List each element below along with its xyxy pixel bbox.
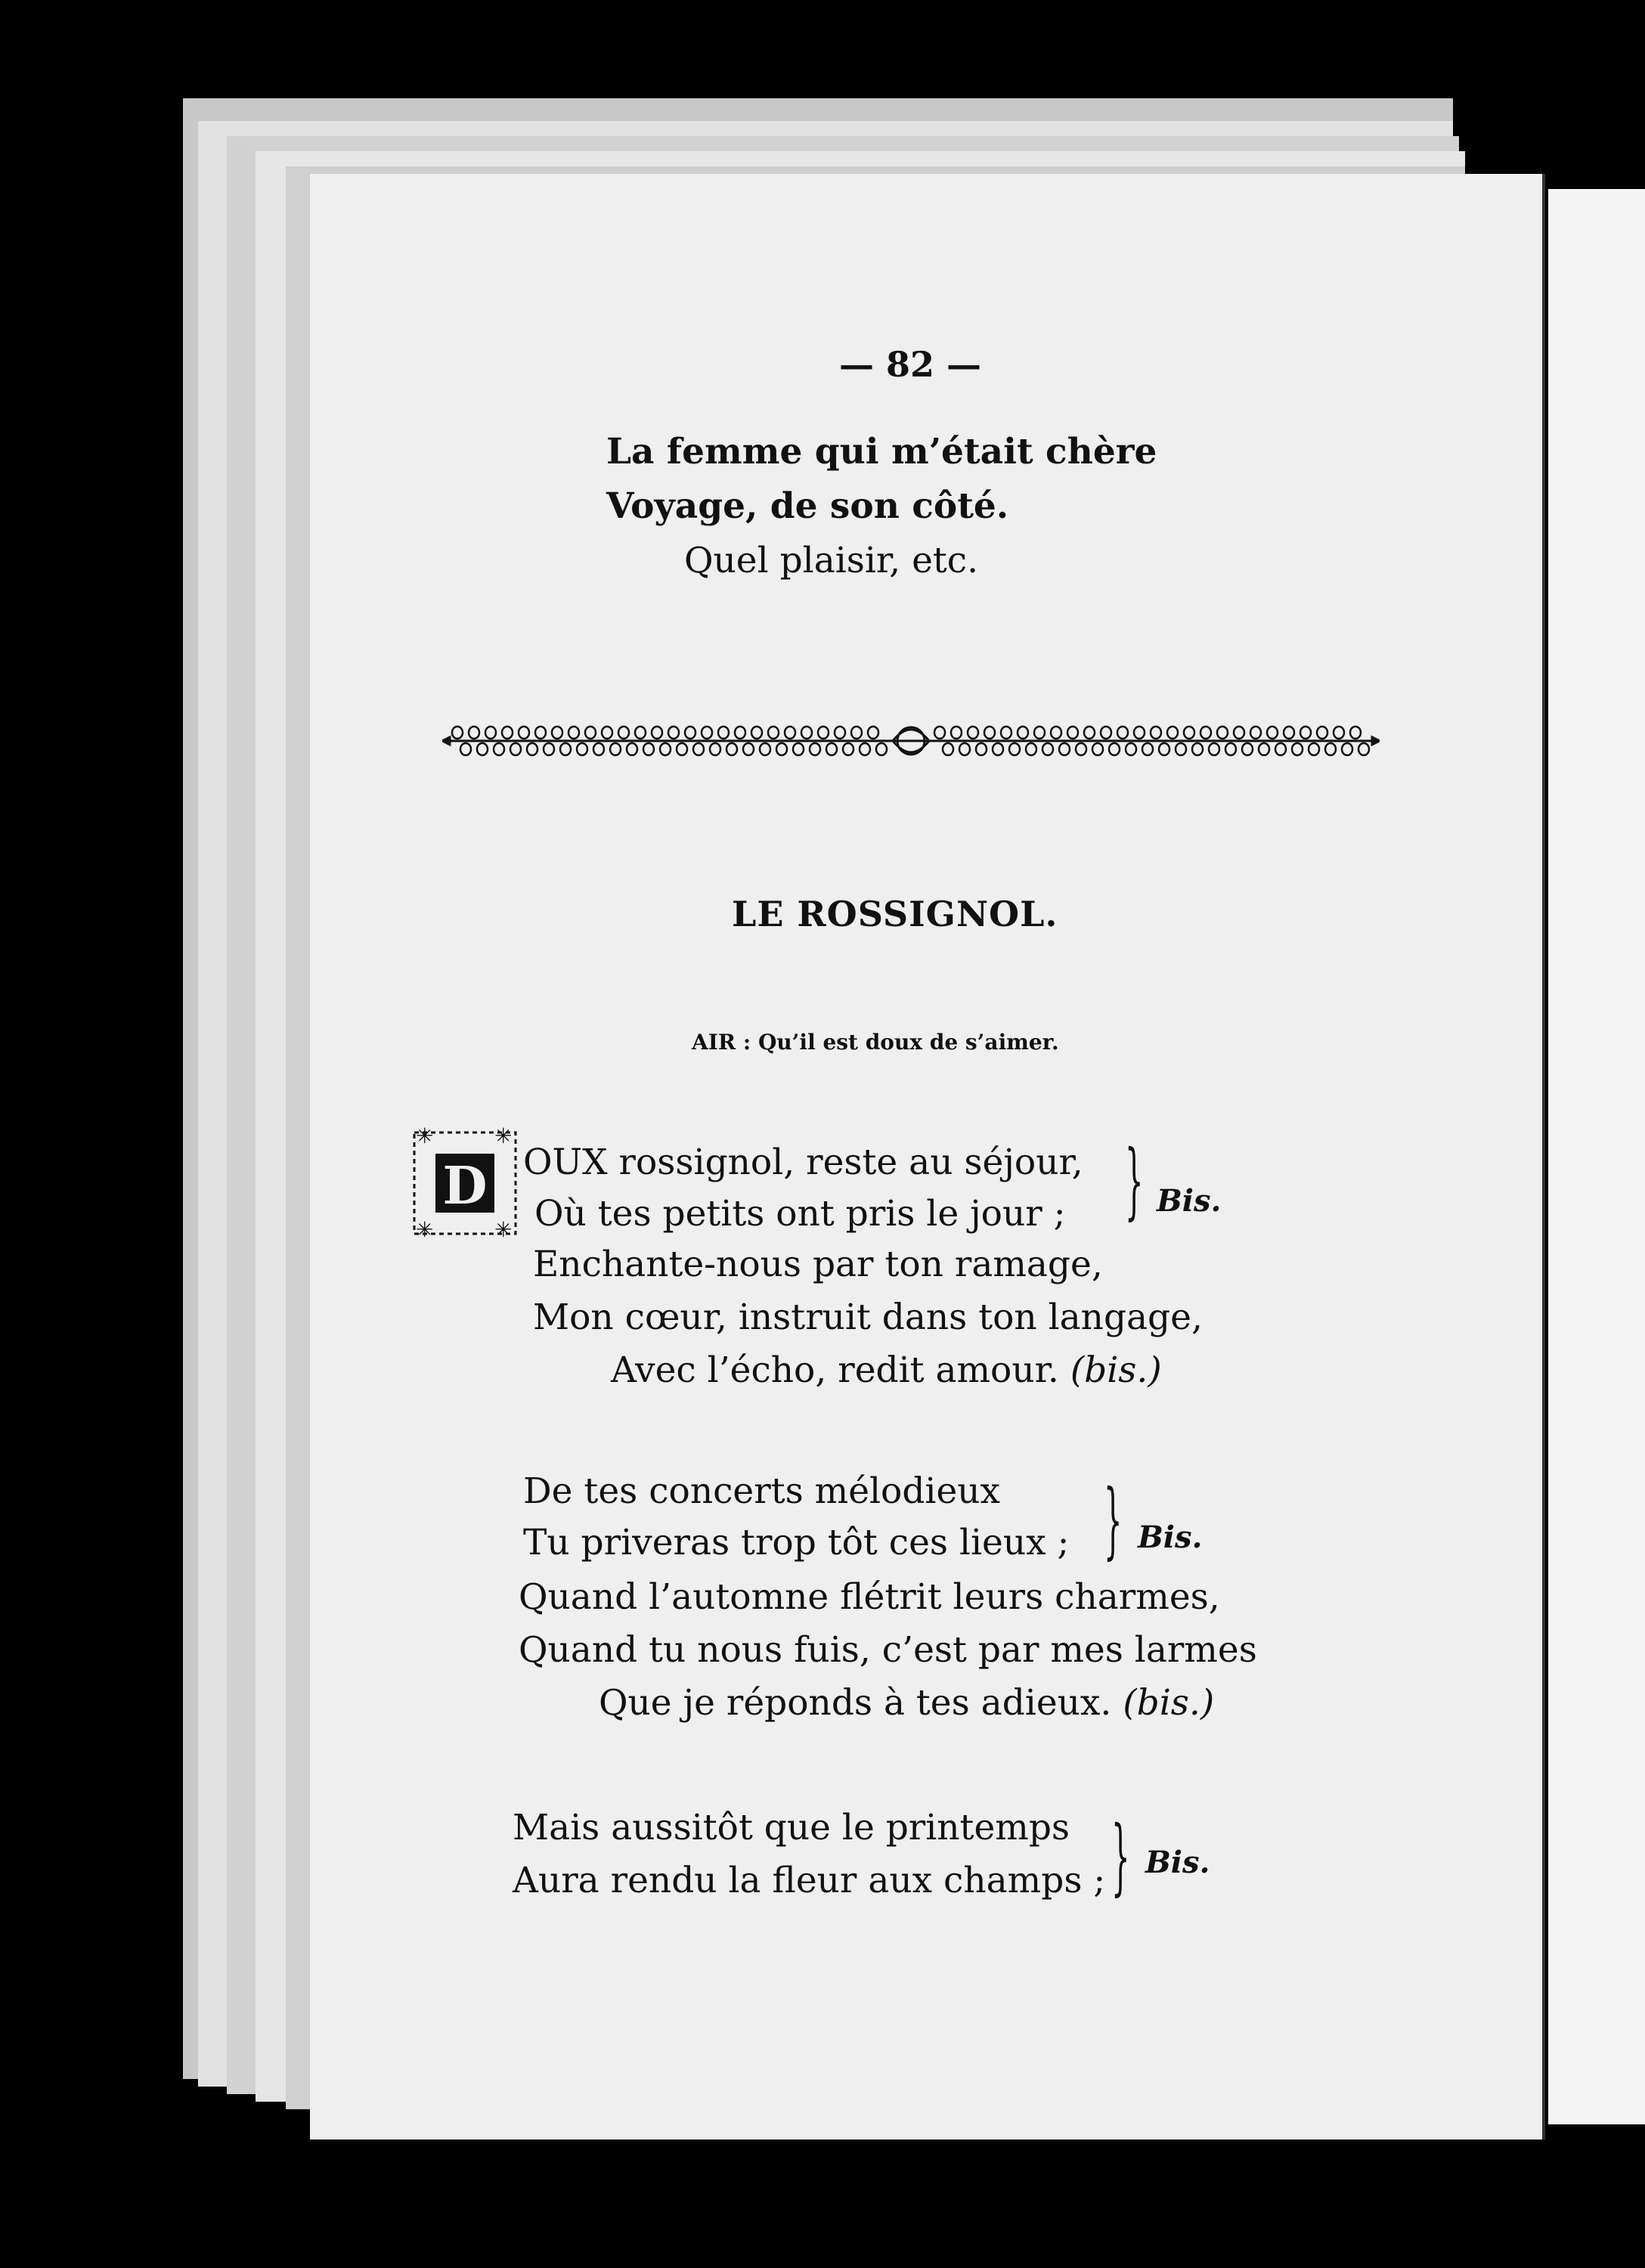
divider-loop [984, 727, 995, 739]
divider-loop [1242, 743, 1253, 755]
divider-loop [519, 727, 529, 739]
divider-loop [1092, 743, 1103, 755]
verse-line-text: Que je réponds à tes adieux. [599, 1682, 1112, 1724]
divider-loop [868, 727, 878, 739]
divider-loop [1217, 727, 1228, 739]
divider-loop [1317, 727, 1327, 739]
divider-loop [535, 727, 546, 739]
divider-loop [693, 743, 704, 755]
repeat-marker: Bis. [1145, 1845, 1210, 1880]
svg-text:✳: ✳ [494, 1217, 513, 1240]
divider-loop [1142, 743, 1153, 755]
divider-loop [1042, 743, 1053, 755]
repeat-marker: Bis. [1157, 1183, 1222, 1219]
divider-loop [1334, 727, 1344, 739]
divider-loop [951, 727, 962, 739]
divider-loop [1126, 743, 1136, 755]
divider-loop [793, 743, 804, 755]
divider-loop [485, 727, 496, 739]
page-number: — 82 — [839, 344, 982, 385]
divider-loop [1300, 727, 1311, 739]
divider-loop [934, 727, 945, 739]
divider-loop [1018, 727, 1028, 739]
ornamental-divider [442, 714, 1380, 767]
divider-loop [1325, 743, 1336, 755]
divider-loop [1167, 727, 1178, 739]
verse-line: La femme qui m’était chère [606, 431, 1157, 472]
divider-loop [776, 743, 787, 755]
divider-loop [627, 743, 637, 755]
divider-loop [660, 743, 671, 755]
divider-loop [685, 727, 695, 739]
divider-loop [510, 743, 521, 755]
divider-loop [1176, 743, 1186, 755]
divider-loop [1101, 727, 1111, 739]
divider-loop [494, 743, 504, 755]
divider-loop [635, 727, 646, 739]
divider-loop [602, 727, 612, 739]
divider-loop [1026, 743, 1036, 755]
divider-loop [943, 743, 953, 755]
verse-line: Tu priveras trop tôt ces lieux ; [523, 1522, 1070, 1563]
divider-loop [993, 743, 1003, 755]
divider-loop [1267, 727, 1278, 739]
svg-text:✳: ✳ [416, 1217, 434, 1240]
divider-loop [751, 727, 762, 739]
divider-loop [452, 727, 463, 739]
divider-loop [801, 727, 812, 739]
svg-text:✳: ✳ [416, 1126, 434, 1148]
divider-loop [826, 743, 837, 755]
divider-loop [768, 727, 779, 739]
divider-loop [577, 743, 587, 755]
divider-loop [1109, 743, 1120, 755]
divider-loop [1200, 727, 1211, 739]
divider-loop [1034, 727, 1045, 739]
divider-loop [1134, 727, 1145, 739]
divider-loop [593, 743, 604, 755]
divider-loop [718, 727, 729, 739]
divider-loop [760, 743, 770, 755]
divider-loop [502, 727, 513, 739]
divider-loop [618, 727, 629, 739]
divider-loop [560, 743, 571, 755]
divider-loop [1051, 727, 1061, 739]
verse-line: Mon cœur, instruit dans ton langage, [533, 1297, 1203, 1338]
divider-loop [959, 743, 970, 755]
divider-loop [835, 727, 845, 739]
divider-loop [477, 743, 488, 755]
divider-loop [568, 727, 579, 739]
divider-loop [1342, 743, 1352, 755]
divider-loop [643, 743, 654, 755]
verse-line: Où tes petits ont pris le jour ; [534, 1193, 1066, 1235]
divider-loop [1059, 743, 1070, 755]
dropcap-letter: D [442, 1156, 488, 1216]
verse-line: Voyage, de son côté. [606, 485, 1009, 527]
air-label: AIR : [692, 1030, 751, 1055]
divider-loop [968, 727, 978, 739]
divider-loop [702, 727, 712, 739]
verse-line: Aura rendu la fleur aux champs ; [513, 1860, 1106, 1901]
divider-loop [735, 727, 745, 739]
divider-loop [1225, 743, 1236, 755]
verse-line [599, 1682, 1214, 1724]
divider-loop [1250, 727, 1261, 739]
divider-loop [843, 743, 853, 755]
repeat-inline: (bis.) [1123, 1682, 1215, 1724]
repeat-brace: } [1125, 1132, 1144, 1228]
ornamental-dropcap [408, 1126, 522, 1240]
divider-loop [1358, 743, 1369, 755]
divider-loop [1076, 743, 1086, 755]
verse-line [611, 1349, 1162, 1391]
divider-loop [860, 743, 870, 755]
divider-loop [1259, 743, 1269, 755]
divider-loop [810, 743, 820, 755]
divider-loop [818, 727, 829, 739]
divider-loop [1292, 743, 1303, 755]
divider-loop [1184, 727, 1194, 739]
divider-loop [743, 743, 754, 755]
divider-loop [677, 743, 687, 755]
divider-loop [785, 727, 795, 739]
refrain-line: Quel plaisir, etc. [684, 540, 979, 581]
divider-loop [976, 743, 987, 755]
divider-loop [1067, 727, 1078, 739]
divider-loop [1084, 727, 1095, 739]
verse-line-text: Avec l’écho, redit amour. [611, 1349, 1059, 1391]
divider-loop [851, 727, 862, 739]
repeat-brace: } [1111, 1808, 1130, 1904]
divider-loop [1234, 727, 1244, 739]
verse-line: OUX rossignol, reste au séjour, [523, 1142, 1083, 1183]
divider-loop [1209, 743, 1219, 755]
divider-loop [585, 727, 596, 739]
song-title: LE ROSSIGNOL. [732, 894, 1058, 934]
verse-line: Quand l’automne flétrit leurs charmes, [519, 1576, 1220, 1618]
divider-loop [1275, 743, 1286, 755]
divider-loop [1151, 727, 1161, 739]
divider-loop [726, 743, 737, 755]
divider-loop [1309, 743, 1319, 755]
divider-loop [1117, 727, 1128, 739]
air-indication [692, 1030, 1059, 1055]
verse-line: Mais aussitôt que le printemps [513, 1807, 1070, 1848]
repeat-marker: Bis. [1138, 1520, 1203, 1555]
divider-loop [652, 727, 662, 739]
divider-loop [710, 743, 720, 755]
divider-loop [1284, 727, 1294, 739]
verse-line: De tes concerts mélodieux [523, 1470, 1001, 1512]
svg-text:✳: ✳ [494, 1126, 513, 1148]
divider-loop [1192, 743, 1203, 755]
verse-line: Quand tu nous fuis, c’est par mes larmes [519, 1629, 1257, 1671]
divider-loop [469, 727, 479, 739]
repeat-brace: } [1104, 1471, 1123, 1568]
verse-line: Enchante-nous par ton ramage, [533, 1244, 1103, 1285]
divider-loop [1159, 743, 1169, 755]
divider-loop [610, 743, 621, 755]
divider-loop [460, 743, 471, 755]
divider-loop [527, 743, 537, 755]
divider-loop [1009, 743, 1020, 755]
repeat-inline: (bis.) [1070, 1349, 1162, 1391]
divider-loop [668, 727, 679, 739]
divider-loop [1001, 727, 1011, 739]
divider-loop [544, 743, 554, 755]
air-text: Qu’il est doux de s’aimer. [757, 1030, 1059, 1055]
divider-loop [1350, 727, 1361, 739]
facing-page [1548, 189, 1645, 2124]
divider-loop [876, 743, 887, 755]
divider-loop [552, 727, 562, 739]
